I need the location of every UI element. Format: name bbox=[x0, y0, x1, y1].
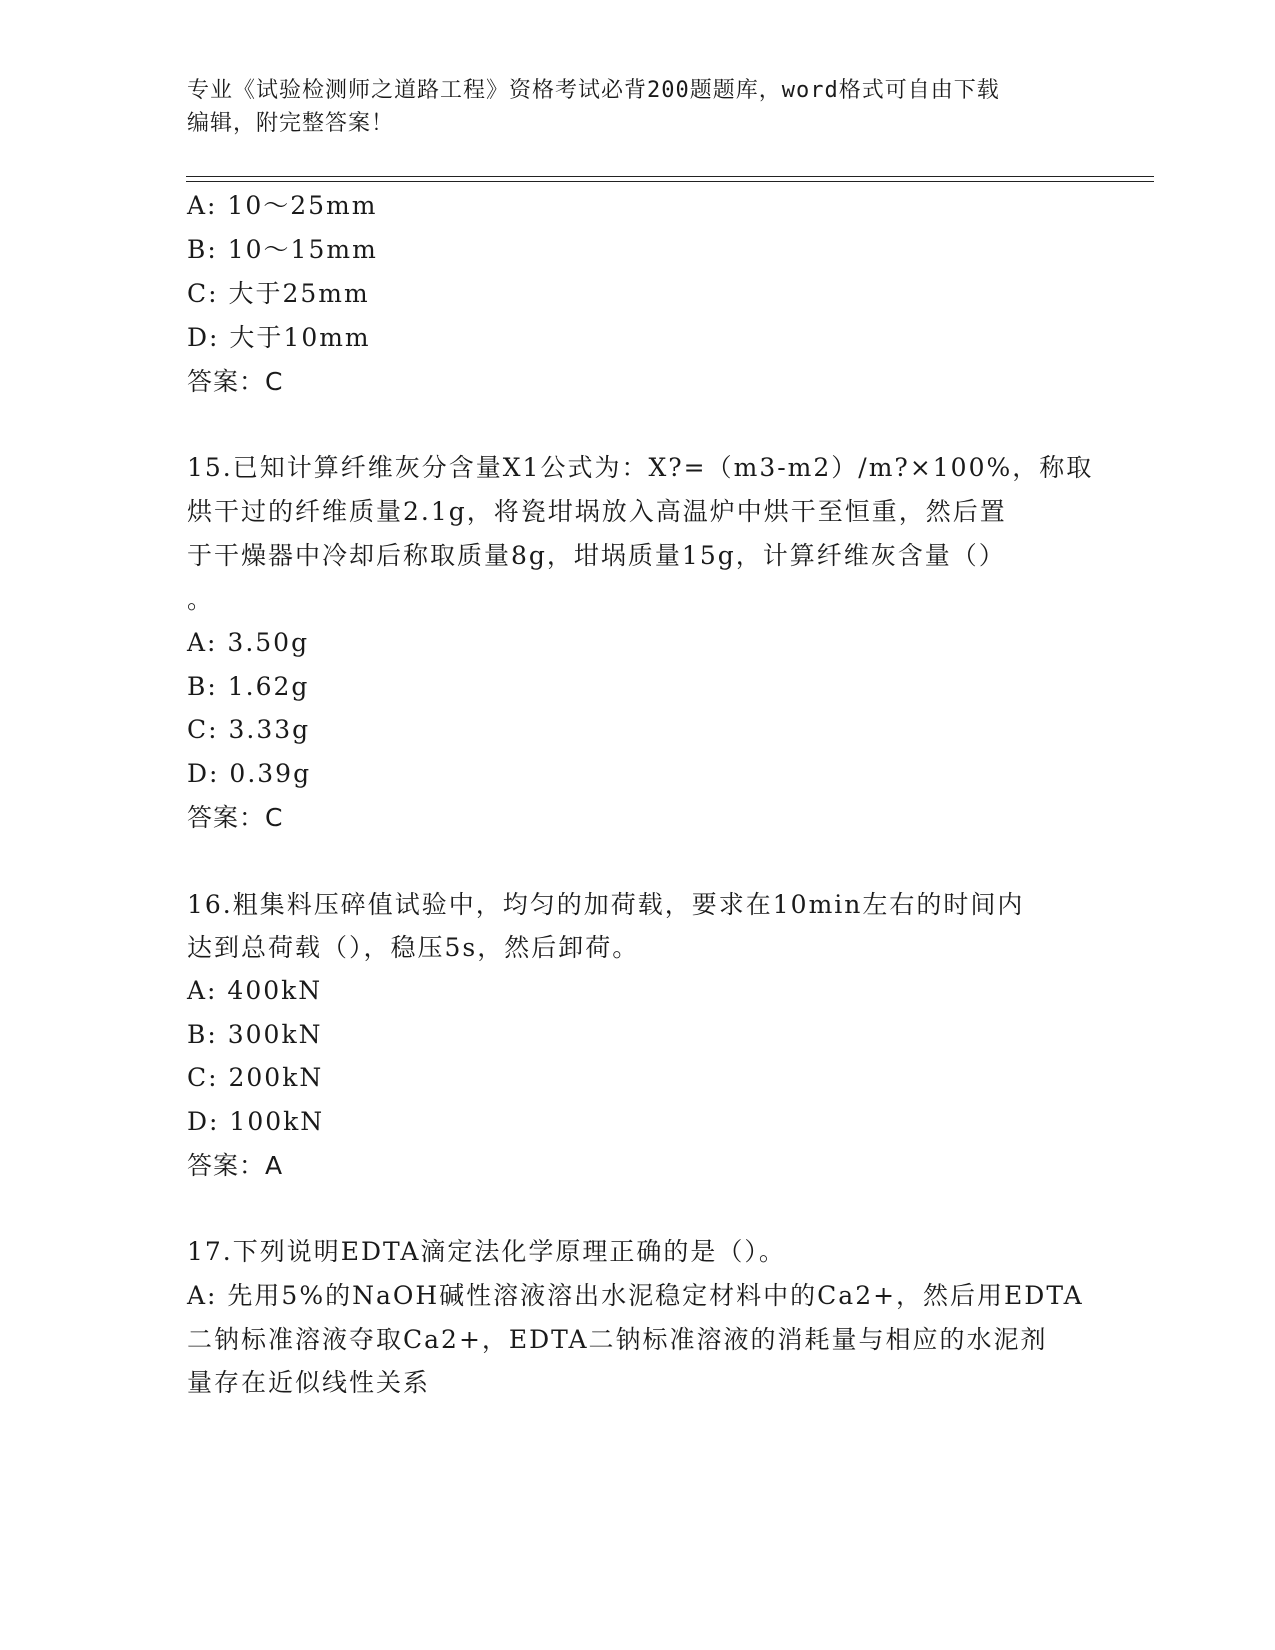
q15-stem-line-1: 15.已知计算纤维灰分含量X1公式为：X?=（m3-m2）/m?×100%，称取 bbox=[187, 453, 1094, 482]
q17-option-a-line-3: 量存在近似线性关系 bbox=[187, 1368, 431, 1397]
q15-stem-line-3: 于干燥器中冷却后称取质量8g，坩埚质量15g，计算纤维灰含量（） bbox=[187, 541, 1006, 570]
q17-stem-line-1: 17.下列说明EDTA滴定法化学原理正确的是（）。 bbox=[187, 1237, 786, 1266]
q14-option-b: B: 10～15mm bbox=[187, 235, 378, 264]
q15-stem-line-4: 。 bbox=[187, 585, 215, 614]
header-rule-top bbox=[186, 176, 1154, 177]
q16-option-b: B: 300kN bbox=[187, 1020, 323, 1049]
q16-stem-line-2: 达到总荷载（），稳压5s，然后卸荷。 bbox=[187, 933, 640, 962]
q15-option-b: B: 1.62g bbox=[187, 672, 310, 701]
q17-option-a-line-1: A: 先用5%的NaOH碱性溶液溶出水泥稳定材料中的Ca2+，然后用EDTA bbox=[187, 1281, 1084, 1310]
q17-option-a-line-2: 二钠标准溶液夺取Ca2+，EDTA二钠标准溶液的消耗量与相应的水泥剂 bbox=[187, 1325, 1048, 1354]
q16-option-a: A: 400kN bbox=[187, 976, 323, 1005]
q14-option-a: A: 10～25mm bbox=[187, 191, 378, 220]
q14-option-c: C: 大于25mm bbox=[187, 279, 370, 308]
q16-option-c: C: 200kN bbox=[187, 1063, 324, 1092]
q15-stem-line-2: 烘干过的纤维质量2.1g，将瓷坩埚放入高温炉中烘干至恒重，然后置 bbox=[187, 497, 1007, 526]
q14-answer: 答案：C bbox=[187, 367, 284, 396]
q14-option-d: D: 大于10mm bbox=[187, 323, 371, 352]
q16-answer: 答案：A bbox=[187, 1151, 284, 1180]
q15-option-a: A: 3.50g bbox=[187, 628, 310, 657]
header-line-2: 编辑，附完整答案！ bbox=[187, 111, 395, 136]
q15-option-c: C: 3.33g bbox=[187, 715, 311, 744]
q16-option-d: D: 100kN bbox=[187, 1107, 325, 1136]
q16-stem-line-1: 16.粗集料压碎值试验中，均匀的加荷载，要求在10min左右的时间内 bbox=[187, 890, 1025, 919]
q15-option-d: D: 0.39g bbox=[187, 759, 312, 788]
header-rule-bottom bbox=[186, 181, 1154, 182]
header-line-1: 专业《试验检测师之道路工程》资格考试必背200题题库，word格式可自由下载 bbox=[187, 78, 1000, 103]
q15-answer: 答案：C bbox=[187, 803, 284, 832]
document-header bbox=[187, 74, 1087, 140]
